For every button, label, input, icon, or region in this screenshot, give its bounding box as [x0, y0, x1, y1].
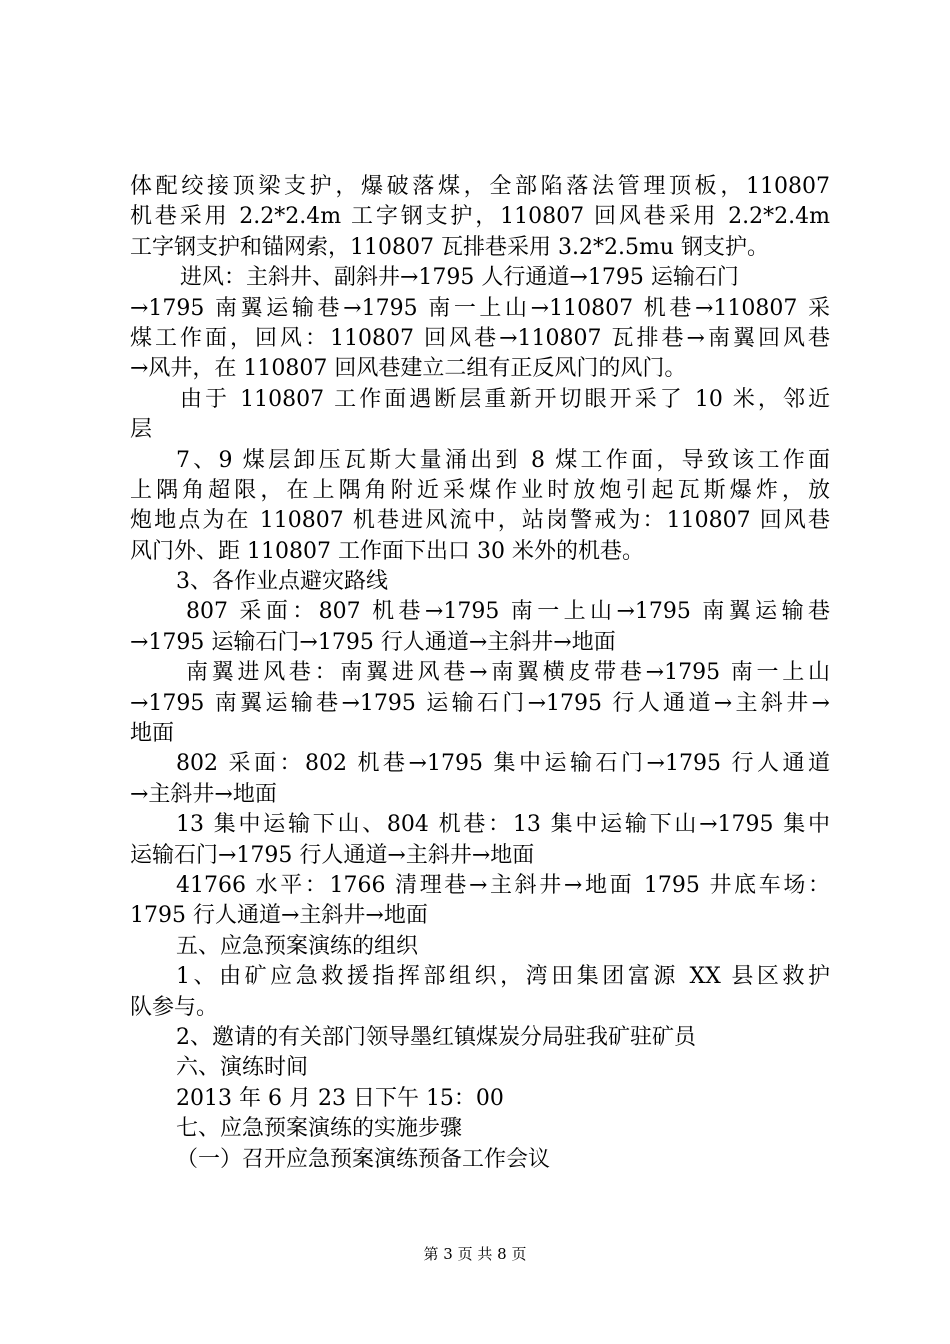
section-heading: 七、应急预案演练的实施步骤 — [176, 1116, 463, 1142]
section-heading: 六、演练时间 — [176, 1055, 309, 1081]
page-footer: 第 3 页 共 8 页 — [423, 1245, 527, 1263]
text-line: →主斜井→地面 — [130, 781, 277, 807]
text-line: →1795 南翼运输巷→1795 运输石门→1795 行人通道→主斜井→ — [130, 690, 830, 716]
text-line: 802 采面：802 机巷→1795 集中运输石门→1795 行人通道 — [176, 751, 830, 777]
section-heading: 五、应急预案演练的组织 — [176, 933, 419, 959]
text-line: 炮地点为在 110807 机巷进风流中，站岗警戒为：110807 回风巷 — [130, 508, 830, 534]
text-line: 工字钢支护和锚网索，110807 瓦排巷采用 3.2*2.5mu 钢支护。 — [130, 234, 769, 260]
text-line: →风井，在 110807 回风巷建立二组有正反风门的风门。 — [130, 356, 687, 382]
text-line: 7、9 煤层卸压瓦斯大量涌出到 8 煤工作面，导致该工作面 — [176, 447, 830, 473]
text-line: 807 采面：807 机巷→1795 南一上山→1795 南翼运输巷 — [186, 599, 830, 625]
text-line: 2、邀请的有关部门领导墨红镇煤炭分局驻我矿驻矿员 — [176, 1024, 696, 1050]
text-line: →1795 运输石门→1795 行人通道→主斜井→地面 — [130, 629, 616, 655]
text-line: 41766 水平：1766 清理巷→主斜井→地面 1795 井底车场： — [176, 872, 830, 898]
section-heading: （一）召开应急预案演练预备工作会议 — [176, 1146, 551, 1172]
text-line: 进风：主斜井、副斜井→1795 人行通道→1795 运输石门 — [180, 265, 739, 291]
text-line: 3、各作业点避灾路线 — [176, 569, 388, 595]
text-line: 13 集中运输下山、804 机巷：13 集中运输下山→1795 集中 — [176, 812, 830, 838]
text-line: 队参与。 — [130, 994, 219, 1020]
text-line: 地面 — [130, 721, 175, 747]
text-line: 2013 年 6 月 23 日下午 15：00 — [176, 1085, 504, 1111]
text-line: →1795 南翼运输巷→1795 南一上山→110807 机巷→110807 采 — [130, 295, 830, 321]
document-body — [130, 172, 830, 1175]
text-line: 煤工作面，回风：110807 回风巷→110807 瓦排巷→南翼回风巷 — [130, 325, 830, 351]
text-line: 1、由矿应急救援指挥部组织，湾田集团富源 XX 县区救护 — [176, 964, 830, 990]
text-line: 南翼进风巷：南翼进风巷→南翼横皮带巷→1795 南一上山 — [186, 660, 830, 686]
text-line: 机巷采用 2.2*2.4m 工字钢支护，110807 回风巷采用 2.2*2.4m — [130, 204, 830, 230]
text-line: 体配绞接顶梁支护，爆破落煤，全部陷落法管理顶板，110807 — [130, 174, 830, 199]
text-line: 风门外、距 110807 工作面下出口 30 米外的机巷。 — [130, 538, 644, 564]
text-line: 由于 110807 工作面遇断层重新开切眼开采了 10 米，邻近 — [180, 386, 830, 412]
text-line: 1795 行人通道→主斜井→地面 — [130, 903, 428, 929]
text-line: 上隅角超限，在上隅角附近采煤作业时放炮引起瓦斯爆炸，放 — [130, 477, 830, 503]
text-line: 层 — [130, 417, 153, 443]
text-line: 运输石门→1795 行人通道→主斜井→地面 — [130, 842, 535, 868]
